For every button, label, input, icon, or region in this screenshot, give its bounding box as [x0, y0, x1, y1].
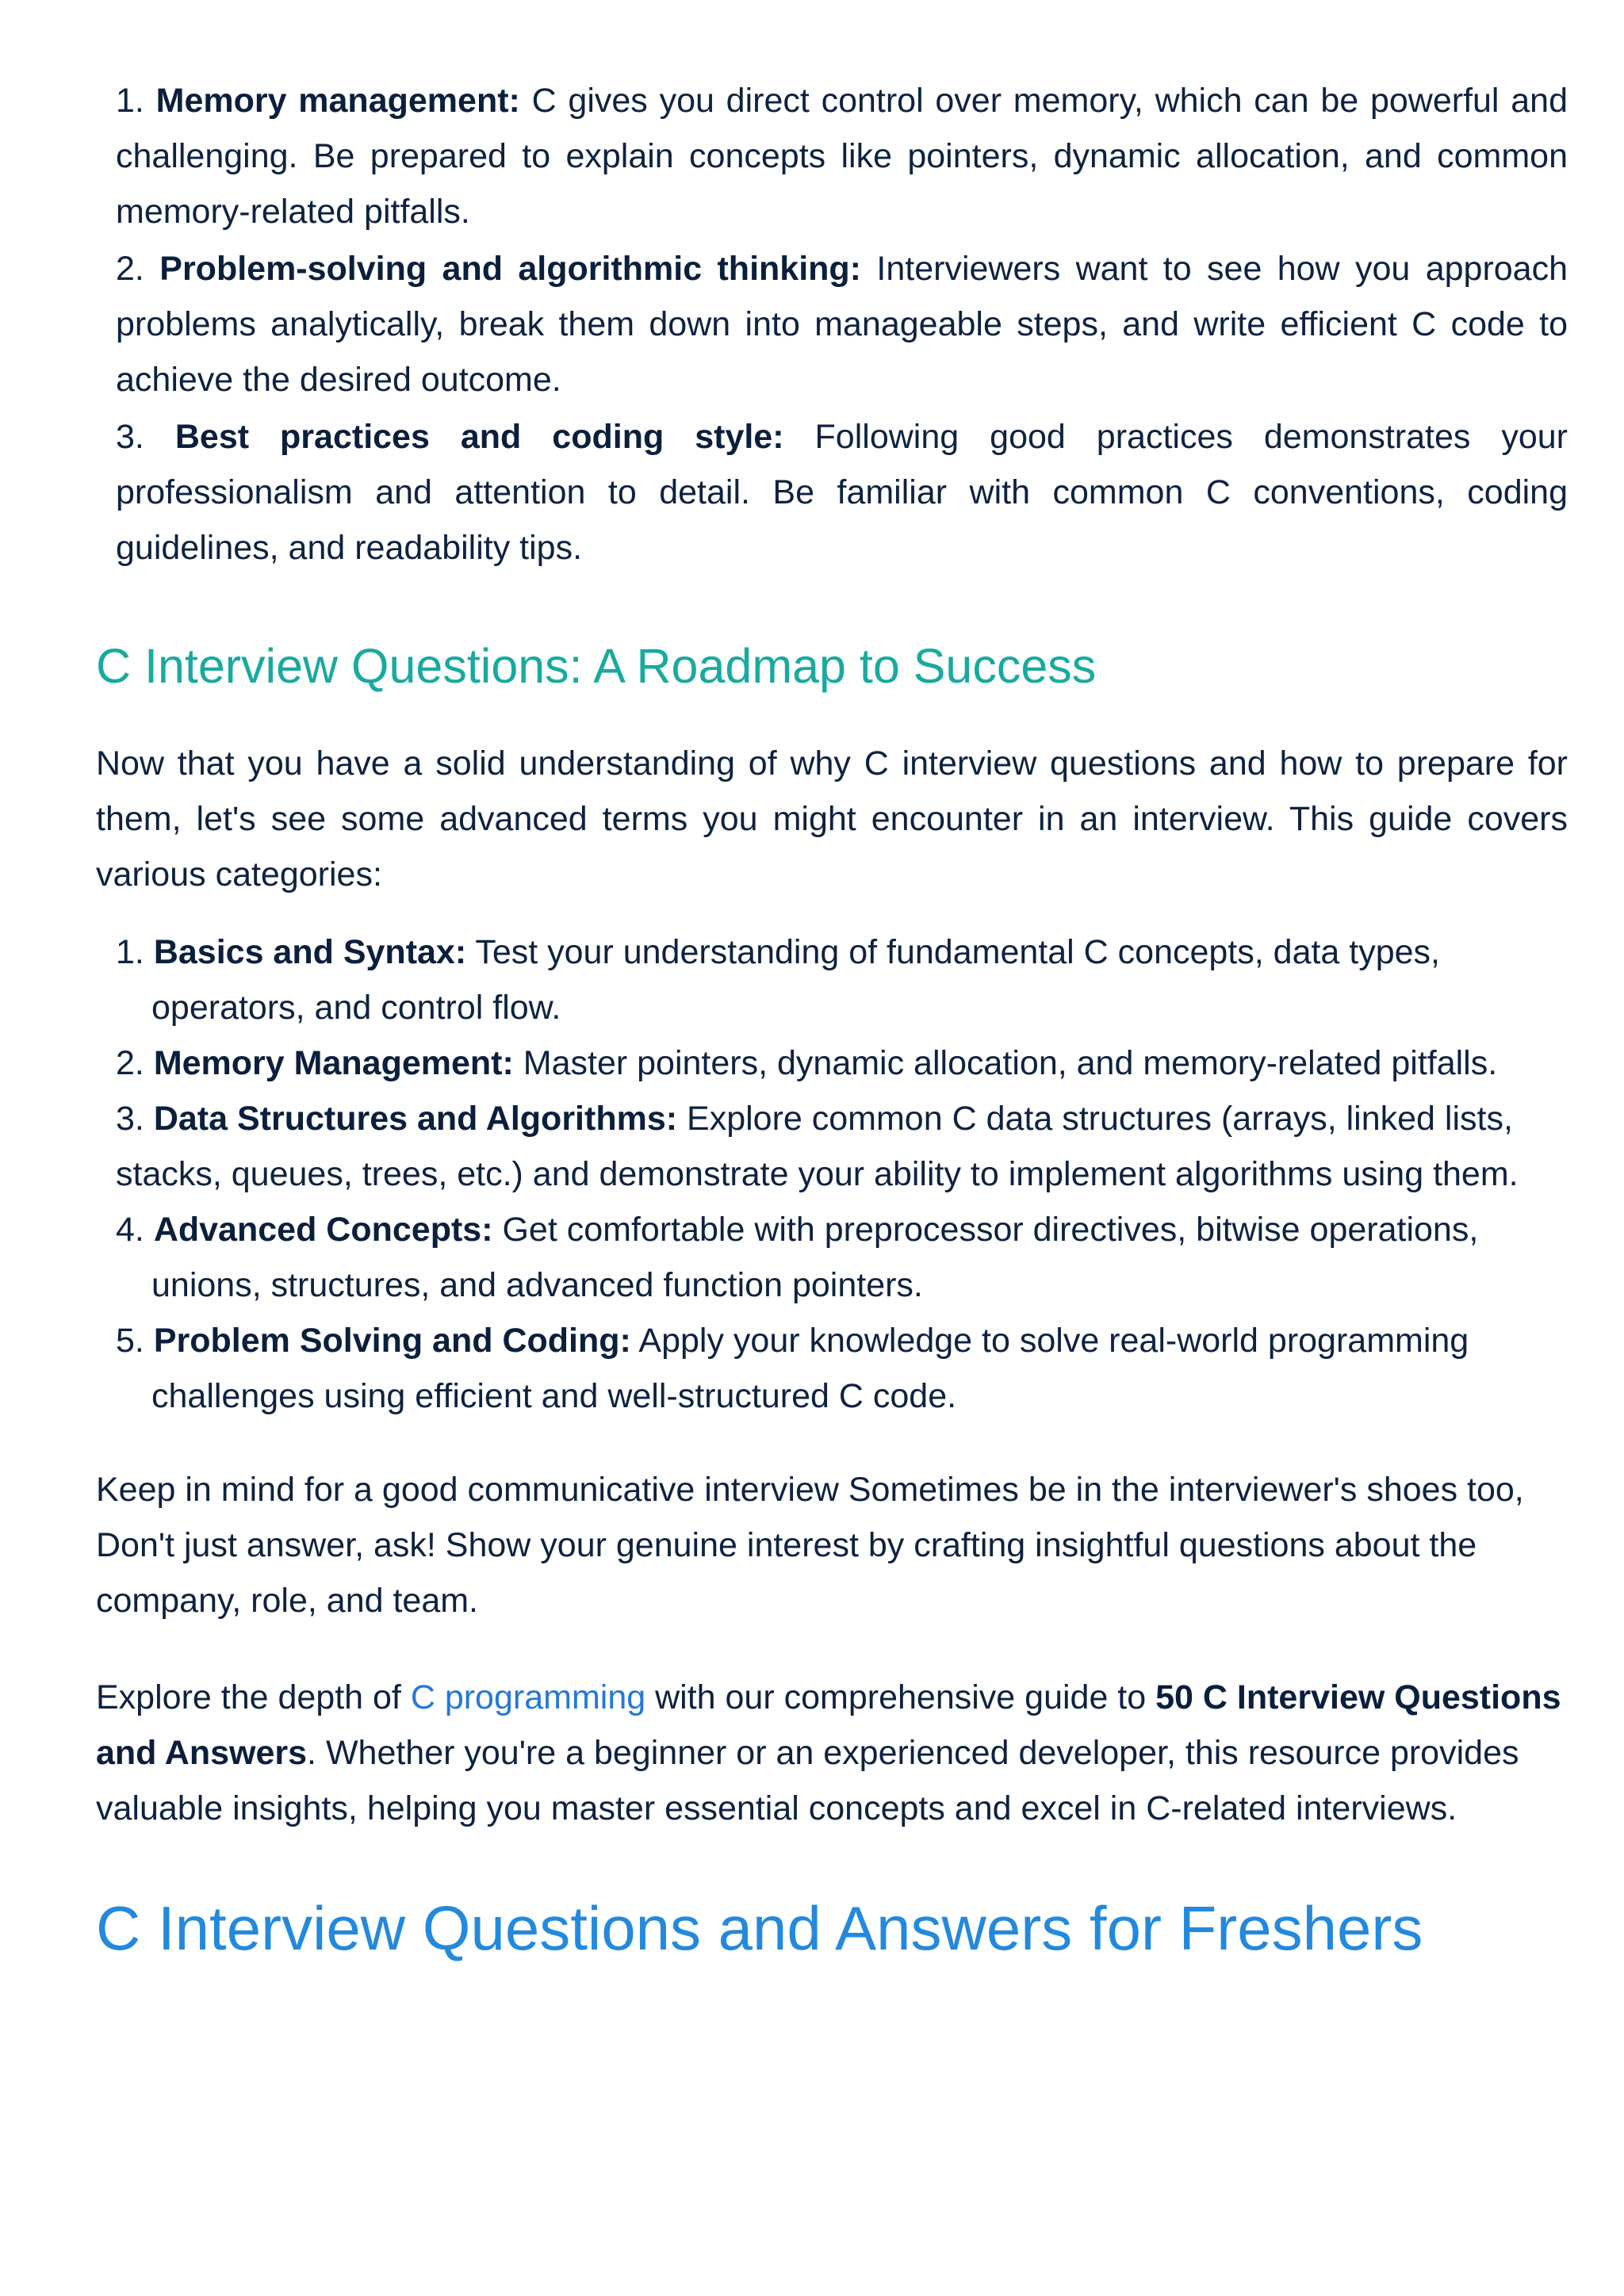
- list-item: [96, 1202, 1568, 1313]
- list-number: 1.: [116, 82, 144, 120]
- list-item-title: Memory Management:: [153, 1044, 514, 1082]
- section-heading: C Interview Questions: A Roadmap to Success: [96, 639, 1097, 693]
- list-number: 2.: [116, 250, 144, 288]
- explore-bold-text: 50 C Interview Questions and Answers: [96, 1678, 1561, 1772]
- list-number: 3.: [116, 1100, 144, 1138]
- list-item-title: Best practices and coding style:: [174, 418, 784, 456]
- explore-text-before: Explore the depth of: [96, 1678, 411, 1716]
- freshers-heading: C Interview Questions and Answers for Freshers: [96, 1893, 1423, 1963]
- explore-paragraph: [96, 1670, 1568, 1836]
- list-item-text: Get comfortable with preprocessor directives, bitwise operations, unions, structures, and advanced function pointers.: [151, 1211, 1479, 1304]
- list-number: 5.: [116, 1322, 144, 1360]
- list-item-title: Basics and Syntax:: [153, 933, 467, 971]
- list-number: 1.: [116, 933, 144, 971]
- list-item-text: C gives you direct control over memory, which can be powerful and challenging. Be prepared to explain concepts like pointers, dynamic allocation, and common memory-related pitfalls.: [116, 82, 1568, 231]
- c-programming-link[interactable]: C programming: [410, 1678, 646, 1716]
- list-item-text: Apply your knowledge to solve real-world programming challenges using efficient and well-structured C code.: [151, 1322, 1469, 1415]
- explore-text-after: . Whether you're a beginner or an experienced developer, this resource provides valuable insights, helping you master essential concepts and excel in C-related interviews.: [96, 1734, 1519, 1827]
- list-item-title: Memory management:: [155, 82, 520, 120]
- list-item: [96, 409, 1568, 576]
- intro-list: [96, 73, 1568, 576]
- list-number: 4.: [116, 1211, 144, 1249]
- tip-paragraph: Keep in mind for a good communicative interview Sometimes be in the interviewer's shoes too, Don't just answer, ask! Show your genuine interest by crafting insightful questions about the company, role, and team.: [96, 1471, 1524, 1620]
- list-item: [96, 924, 1568, 1035]
- list-item-title: Problem-solving and algorithmic thinking:: [159, 250, 862, 288]
- document-content: [96, 78, 1568, 1968]
- list-item: [96, 1313, 1568, 1424]
- list-number: 3.: [116, 418, 144, 456]
- list-item: [96, 1035, 1568, 1091]
- section-intro-paragraph: Now that you have a solid understanding of why C interview questions and how to prepare for them, let's see some advanced terms you might encounter in an interview. This guide covers various categories:: [96, 744, 1568, 894]
- list-item-text: Explore common C data structures (arrays, linked lists, stacks, queues, trees, etc.) and demonstrate your ability to implement algorithms using them.: [116, 1100, 1519, 1193]
- list-item-title: Advanced Concepts:: [153, 1211, 493, 1249]
- list-item-text: Interviewers want to see how you approach problems analytically, break them down into manageable steps, and write efficient C code to achieve the desired outcome.: [116, 250, 1568, 399]
- explore-text-middle: with our comprehensive guide to: [645, 1678, 1156, 1716]
- categories-list: [96, 924, 1568, 1424]
- list-number: 2.: [116, 1044, 144, 1082]
- list-item-text: Master pointers, dynamic allocation, and memory-related pitfalls.: [513, 1044, 1498, 1082]
- list-item: [96, 1091, 1568, 1202]
- list-item-title: Problem Solving and Coding:: [153, 1322, 631, 1360]
- list-item: [96, 241, 1568, 408]
- list-item: [96, 73, 1568, 239]
- list-item-title: Data Structures and Algorithms:: [153, 1100, 678, 1138]
- list-item-text: Test your understanding of fundamental C concepts, data types, operators, and control flow.: [151, 933, 1441, 1027]
- list-item-text: Following good practices demonstrates your professionalism and attention to detail. Be familiar with common C conventions, coding guidelines, and readability tips.: [116, 418, 1568, 567]
